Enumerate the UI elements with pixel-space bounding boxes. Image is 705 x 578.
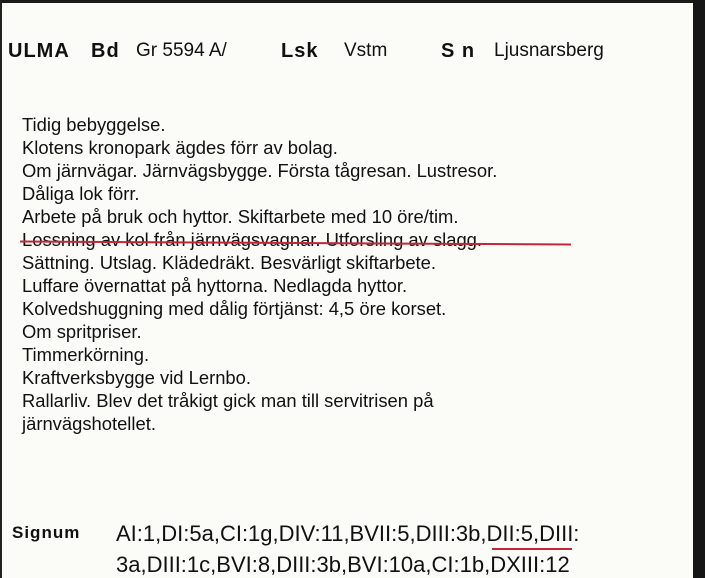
topic-line: Rallarliv. Blev det tråkigt gick man till servitrisen på — [22, 390, 434, 411]
topic-line: Tidig bebyggelse. — [22, 114, 166, 135]
signum-codes-line-1: AI:1,DI:5a,CI:1g,DIV:11,BVII:5,DIII:3b,DII:5,DIII: — [116, 521, 580, 546]
topic-line: Sättning. Utslag. Klädedräkt. Besvärligt skiftarbete. — [22, 252, 436, 273]
record-number: Gr 5594 A/ — [136, 40, 227, 61]
parish-value: Ljusnarsberg — [494, 40, 604, 61]
region-label: Lsk — [281, 40, 319, 62]
topic-line: Luffare övernattat på hyttorna. Nedlagda hyttor. — [22, 275, 408, 296]
volume-label: Bd — [91, 40, 120, 62]
topic-line: Kraftverksbygge vid Lernbo. — [22, 367, 251, 388]
topic-line-continuation: järnvägshotellet. — [22, 413, 156, 434]
signum-label: Signum — [12, 523, 81, 542]
card-left-edge — [0, 0, 2, 578]
topic-line: Klotens kronopark ägdes förr av bolag. — [22, 137, 338, 158]
topic-line: Lossning av kol från järnvägsvagnar. Utforsling av slagg. — [22, 229, 483, 250]
topic-list — [22, 113, 682, 435]
topic-line: Om spritpriser. — [22, 321, 142, 342]
card-right-edge — [693, 0, 705, 578]
topic-line-highlighted: Arbete på bruk och hyttor. Skiftarbete med 10 öre/tim. — [22, 206, 459, 227]
topic-line: Kolvedshuggning med dålig förtjänst: 4,5 öre korset. — [22, 298, 447, 319]
archive-label: ULMA — [8, 40, 70, 62]
region-value: Vstm — [344, 40, 388, 61]
card-header — [8, 40, 688, 72]
red-underline-mark — [492, 548, 572, 550]
topic-line: Om järnvägar. Järnvägsbygge. Första tågresan. Lustresor. — [22, 160, 498, 181]
card-top-edge — [0, 0, 705, 3]
parish-label: S n — [441, 40, 476, 62]
topic-line: Timmerkörning. — [22, 344, 150, 365]
signum-codes-line-2: 3a,DIII:1c,BVI:8,DIII:3b,BVI:10a,CI:1b,DXIII:12 — [116, 552, 570, 577]
topic-line: Dåliga lok förr. — [22, 183, 140, 204]
